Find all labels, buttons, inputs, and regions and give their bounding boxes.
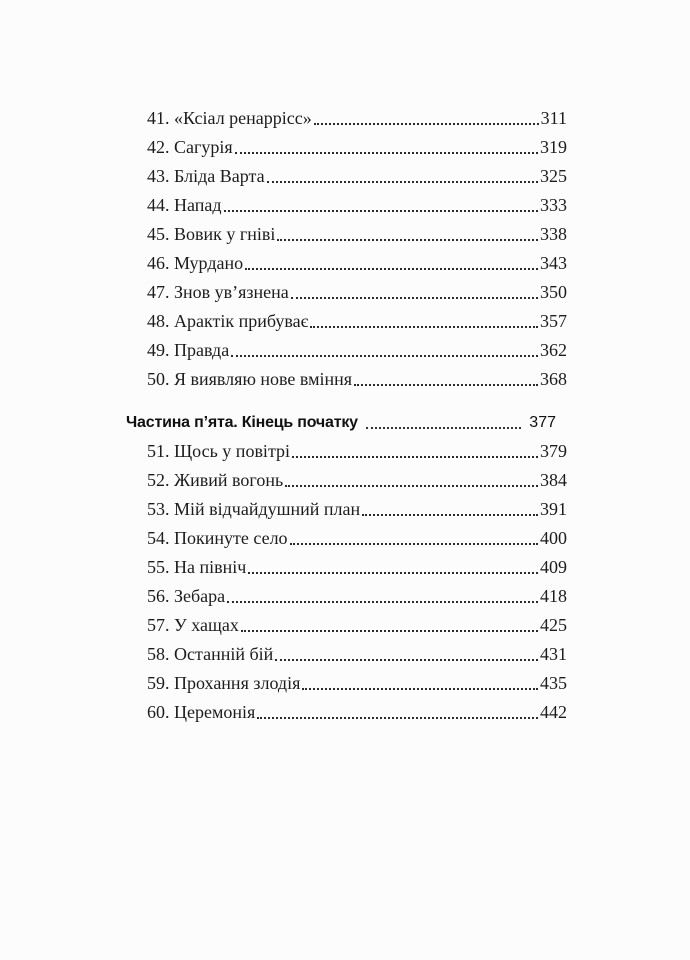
dot-leader [235, 152, 538, 154]
part-title: Частина п’ята. Кінець початку [126, 414, 358, 431]
dot-leader [310, 326, 538, 328]
dot-leader [267, 181, 538, 183]
dot-leader [292, 456, 538, 458]
dot-leader [227, 601, 538, 603]
dot-leader [285, 485, 538, 487]
toc-entry-page: 442 [540, 702, 567, 722]
toc-entry-page: 368 [540, 369, 567, 389]
toc-entry-41 [147, 104, 567, 130]
dot-leader [224, 210, 538, 212]
toc-entry-title: 44. Напад [147, 195, 222, 215]
toc-entry-title: 43. Бліда Варта [147, 166, 265, 186]
toc-entry-45 [147, 220, 567, 246]
dot-leader [302, 688, 538, 690]
dot-leader [257, 717, 538, 719]
dot-leader [231, 355, 538, 357]
toc-entry-title: 58. Останній бій [147, 644, 274, 664]
toc-entry-page: 319 [540, 137, 567, 157]
toc-entry-51 [147, 437, 567, 463]
dot-leader [314, 123, 539, 125]
toc-entry-44 [147, 191, 567, 217]
toc-entry-59 [147, 669, 567, 695]
toc-entry-title: 54. Покинуте село [147, 528, 288, 548]
toc-entry-46 [147, 249, 567, 275]
toc-entry-page: 400 [540, 528, 567, 548]
toc-entry-page: 379 [540, 441, 567, 461]
toc-entry-43 [147, 162, 567, 188]
toc-entry-title: 59. Прохання злодія [147, 673, 301, 693]
toc-entry-page: 384 [540, 470, 567, 490]
toc-entry-title: 46. Мурдано [147, 253, 244, 273]
toc-entry-title: 51. Щось у повітрі [147, 441, 291, 461]
toc-entry-54 [147, 524, 567, 550]
toc-entry-47 [147, 278, 567, 304]
toc-entry-title: 60. Церемонія [147, 702, 256, 722]
toc-entry-52 [147, 466, 567, 492]
toc-entry-page: 362 [540, 340, 567, 360]
toc-entry-title: 48. Арактік прибуває [147, 311, 309, 331]
dot-leader [275, 659, 538, 661]
dot-leader [354, 384, 538, 386]
toc-entry-page: 435 [540, 673, 567, 693]
part-page: 377 [529, 414, 556, 431]
dot-leader [245, 268, 538, 270]
dot-leader [290, 543, 538, 545]
toc-entry-56 [147, 582, 567, 608]
toc-entry-55 [147, 553, 567, 579]
toc-entry-page: 431 [540, 644, 567, 664]
toc-entry-title: 50. Я виявляю нове вміння [147, 369, 353, 389]
toc-entry-page: 409 [540, 557, 567, 577]
toc-entry-page: 418 [540, 586, 567, 606]
dot-leader [291, 297, 538, 299]
toc-entry-title: 41. «Ксіал ренаррісс» [147, 108, 312, 128]
toc-part-heading [126, 409, 556, 435]
toc-entry-page: 350 [540, 282, 567, 302]
toc-entry-49 [147, 336, 567, 362]
dot-leader [277, 239, 538, 241]
toc-entry-title: 49. Правда [147, 340, 230, 360]
toc-entry-title: 47. Знов ув’язнена [147, 282, 289, 302]
toc-entry-page: 425 [540, 615, 567, 635]
toc-entry-page: 343 [540, 253, 567, 273]
toc-entry-page: 325 [540, 166, 567, 186]
toc-entry-title: 56. Зебара [147, 586, 226, 606]
toc-entry-page: 391 [540, 499, 567, 519]
toc-entry-50 [147, 365, 567, 391]
toc-entry-page: 338 [540, 224, 567, 244]
toc-entry-42 [147, 133, 567, 159]
dot-leader [366, 427, 521, 429]
toc-entry-57 [147, 611, 567, 637]
toc-entry-title: 52. Живий вогонь [147, 470, 284, 490]
dot-leader [241, 630, 538, 632]
toc-entry-title: 55. На північ [147, 557, 247, 577]
toc-entry-title: 45. Вовик у гніві [147, 224, 276, 244]
dot-leader [362, 514, 538, 516]
toc-entry-page: 357 [540, 311, 567, 331]
toc-entry-58 [147, 640, 567, 666]
toc-entry-60 [147, 698, 567, 724]
toc-entry-title: 57. У хащах [147, 615, 239, 635]
toc-entry-page: 333 [540, 195, 567, 215]
dot-leader [248, 572, 538, 574]
toc-entry-48 [147, 307, 567, 333]
toc-entry-53 [147, 495, 567, 521]
toc-entry-title: 53. Мій відчайдушний план [147, 499, 361, 519]
toc-entry-title: 42. Сагурія [147, 137, 233, 157]
toc-entry-page: 311 [540, 108, 567, 128]
